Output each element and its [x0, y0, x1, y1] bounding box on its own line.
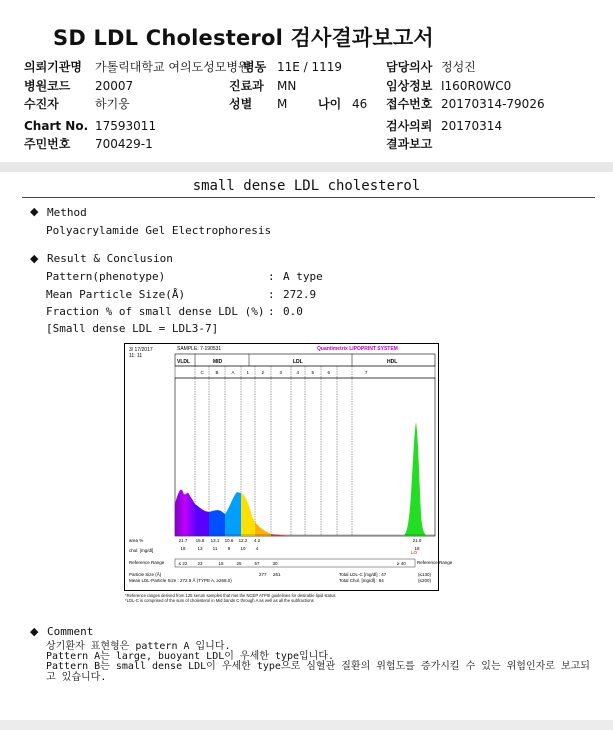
mid-b-peak [209, 510, 225, 536]
report-title: SD LDL Cholesterol 검사결과보고서 [53, 26, 434, 50]
chol-value: 10 [240, 546, 246, 551]
area-value: 10.6 [224, 538, 234, 543]
method-heading: Method [47, 206, 87, 219]
ref-value: 25 [236, 561, 242, 566]
result-bullet-icon: ◆ [30, 252, 39, 265]
band-label-c: C [200, 370, 204, 375]
mid-c-peak [195, 504, 209, 536]
chol-value: 11 [212, 546, 218, 551]
id-value: 700429-1 [95, 137, 153, 151]
area-value: 21.7 [178, 538, 188, 543]
size-label: Mean Particle Size(Å) [46, 288, 186, 301]
band-label-b: B [215, 370, 219, 375]
pattern-value: A type [283, 270, 323, 283]
fraction-label: Fraction % of small dense LDL (%) [46, 305, 265, 318]
region-vldl: VLDL [177, 359, 191, 365]
ref-row-frame [175, 559, 415, 567]
area-value: 12.2 [238, 538, 248, 543]
ref-value: 23 [197, 561, 203, 566]
chol-values [180, 546, 420, 551]
band-label-a: A [231, 370, 235, 375]
chart-no-label: Chart No. [24, 119, 89, 133]
total-ldl-c: Total LDL-C [mg/dl] : 47 [339, 572, 387, 577]
band-label-1: 1 [246, 370, 250, 375]
pattern-colon: : [268, 270, 275, 283]
band-label-5: 5 [311, 370, 315, 375]
hdl-peak [403, 422, 427, 536]
comment-line-3: Pattern B는 small dense LDL이 우세한 type으로 심혈관 질환의 위험도를 증가시킬 수 있는 위험인자로 보고되 [46, 661, 590, 672]
request-value: 20170314 [441, 119, 503, 133]
area-value: 15.8 [195, 538, 205, 543]
clinical-label: 임상정보 [386, 79, 433, 93]
chart-sample: SAMPLE: 7-190531 [177, 346, 222, 352]
row-label-ref: Reference Range [129, 560, 165, 565]
fraction-value: 0.0 [283, 305, 303, 318]
band-label-2: 2 [261, 370, 265, 375]
clinical-value: I160R0WC0 [441, 79, 512, 93]
chol-value: 4 [255, 546, 259, 551]
chart-footnote-1: *Reference ranges derived from 125 serum samples that met the NCEP ATPIII guidelines for desirable lipid status [125, 593, 336, 598]
area-value: 4.2 [253, 538, 261, 543]
result-report-label: 결과보고 [386, 137, 433, 151]
chart-time: 11: 11 [129, 353, 143, 359]
chart-no-value: 17593011 [95, 119, 157, 133]
method-value: Polyacrylamide Gel Electrophoresis [46, 224, 272, 237]
comment-line-1: 상기환자 표현형은 pattern A 입니다. [46, 641, 231, 652]
ref-value: ≤ 22 [178, 561, 188, 566]
region-hdl: HDL [387, 359, 398, 365]
area-value: 21.0 [412, 538, 422, 543]
ref-value: 57 [254, 561, 260, 566]
area-value: 13.1 [210, 538, 220, 543]
hospital-code-label: 병원코드 [24, 79, 71, 93]
receipt-value: 20170314-79026 [441, 97, 545, 111]
particle-size-label: Particle Size (Å) [129, 572, 162, 577]
dept-label: 진료과 [229, 79, 264, 93]
band-labels [201, 370, 369, 375]
lipoprint-svg [125, 344, 453, 590]
section-underline [22, 197, 595, 198]
pattern-label: Pattern(phenotype) [46, 270, 166, 283]
comment-line-2: Pattern A는 large, buoyant LDL이 우세한 type입니다. [46, 651, 334, 662]
divider-band [0, 162, 613, 172]
chol-value: 13 [197, 546, 203, 551]
result-heading: Result & Conclusion [47, 252, 173, 265]
mean-particle-size: Mean LDL-Particle Size : 272.9 Å (TYPE A, ≥268.0) [129, 578, 232, 583]
doctor-label: 담당의사 [386, 60, 433, 74]
vldl-peak [175, 490, 195, 536]
fraction-colon: : [268, 305, 275, 318]
particle-size-1: 277 [259, 572, 267, 577]
comment-heading: Comment [47, 625, 94, 638]
id-label: 주민번호 [24, 137, 71, 151]
total-ldl-ref: (≤130) [418, 572, 431, 577]
chol-value: 9 [227, 546, 231, 551]
area-values [179, 538, 422, 543]
chart-footnote-2: *LDL-C is comprised of the sum of cholesterol in Mid bands C through A as well as all the subfractions [125, 598, 314, 603]
band-label-4: 4 [296, 370, 300, 375]
lipoprint-chart [124, 343, 453, 591]
total-chol-ref: (≤200) [418, 578, 431, 583]
hdl-ref-value: ≥ 40 [397, 561, 406, 566]
sex-value: M [277, 97, 288, 111]
patient-value: 하기웅 [95, 97, 130, 111]
row-label-area: area % [129, 538, 144, 543]
institution-value: 가톨릭대학교 여의도성모병원 [95, 60, 250, 74]
chart-brand: Quantimetrix LIPOPRINT SYSTEM [317, 346, 398, 352]
chol-value: 18 [180, 546, 186, 551]
bottom-band [0, 720, 613, 730]
ref-value: 30 [272, 561, 278, 566]
dept-value: MN [277, 79, 297, 93]
band-label-3: 3 [279, 370, 283, 375]
comment-bullet-icon: ◆ [30, 625, 39, 638]
size-colon: : [268, 288, 275, 301]
region-mid: MID [213, 359, 223, 365]
age-label: 나이 [318, 97, 342, 111]
mid-a-peak [225, 492, 241, 536]
total-chol: Total Chol. [mg/dl] : 84 [339, 578, 384, 583]
band-label-7: 7 [365, 370, 368, 375]
ref-values [179, 561, 278, 566]
section-title: small dense LDL cholesterol [192, 178, 421, 194]
particle-size-2: 261 [273, 572, 281, 577]
request-label: 검사의뢰 [386, 119, 433, 133]
row-label-ref-right: Reference Range [417, 560, 453, 565]
row-label-chol: chol. [mg/dl] [129, 548, 154, 553]
chol-value: 18 [414, 546, 420, 551]
ldl1-peak [241, 493, 255, 536]
institution-label: 의뢰기관명 [24, 60, 82, 74]
region-ldl: LDL [293, 359, 303, 365]
ldl2-peak [255, 522, 271, 536]
band-label-6: 6 [327, 370, 331, 375]
receipt-label: 접수번호 [386, 97, 433, 111]
ward-label: 병동 [243, 60, 267, 74]
ref-value: 15 [218, 561, 224, 566]
sdldl-note: [Small dense LDL = LDL3-7] [46, 322, 219, 335]
method-bullet-icon: ◆ [30, 205, 39, 218]
chol-flag-lo: LO [411, 550, 418, 555]
patient-label: 수진자 [24, 97, 59, 111]
chart-date: 3/ 17/2017 [129, 347, 153, 353]
sex-label: 성별 [229, 97, 253, 111]
ward-value: 11E / 1119 [277, 60, 343, 74]
doctor-value: 정성진 [441, 60, 476, 74]
size-value: 272.9 [283, 288, 317, 301]
hospital-code-value: 20007 [95, 79, 134, 93]
age-value: 46 [352, 97, 368, 111]
comment-line-4: 고 있습니다. [46, 672, 107, 683]
